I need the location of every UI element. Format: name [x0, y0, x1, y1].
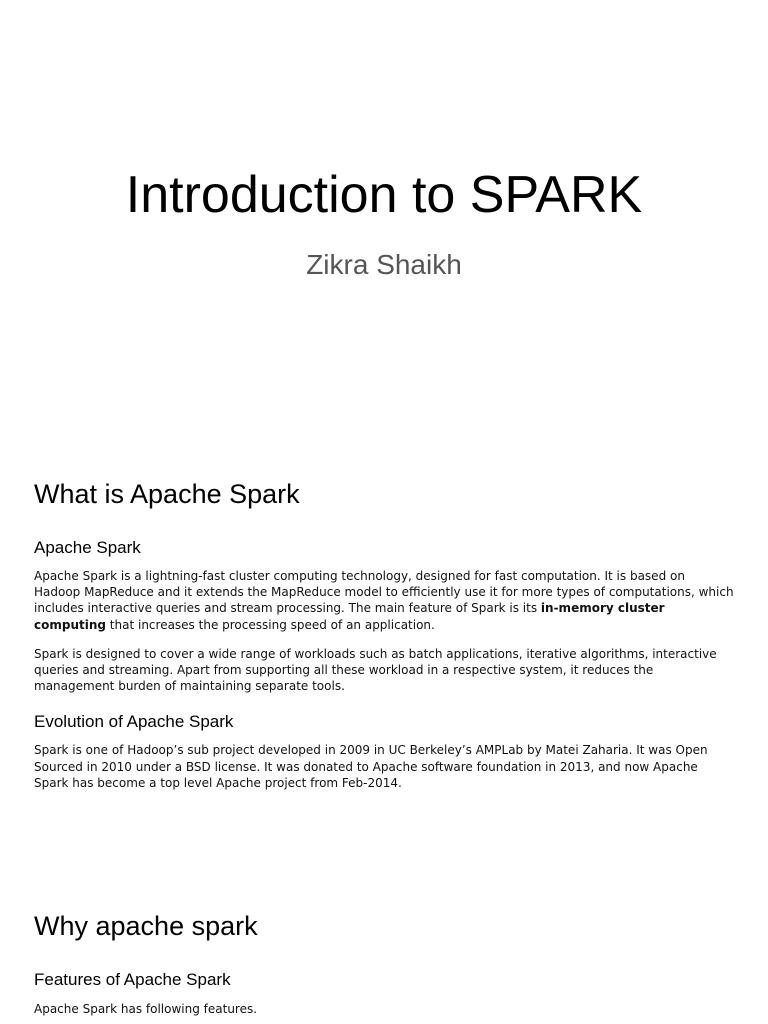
slide-heading: What is Apache Spark — [34, 479, 300, 509]
paragraph-evolution: Spark is one of Hadoop’s sub project developed in 2009 in UC Berkeley’s AMPLab by Matei Zaharia. It was Open Sourced in 2010 under a BSD license. It was donated to Apache software foundation in 2013, and now Apache Spark has become a top level Apache project from Feb-2014. — [34, 743, 708, 790]
section-heading-features: Features of Apache Spark — [34, 970, 231, 989]
paragraph-intro-bold: in-memory cluster computing — [34, 601, 665, 632]
page-title: Introduction to SPARK — [125, 166, 643, 224]
section-heading-apache-spark: Apache Spark — [34, 538, 141, 557]
paragraph-intro-start: Apache Spark is a lightning-fast cluster computing technology, designed for fast computation. It is based on Hadoop MapReduce and it extends the MapReduce model to efficiently use it for more types of computations, which includes interactive queries and stream processing. The main feature of Spark is its — [34, 569, 734, 616]
slide-why-apache-spark — [34, 910, 734, 1017]
paragraph-intro — [34, 568, 734, 633]
paragraph-workloads: Spark is designed to cover a wide range of workloads such as batch applications, iterative algorithms, interactive queries and streaming. Apart from supporting all these workload in a respective system, it reduces the management burden of maintaining separate tools. — [34, 646, 717, 694]
slide-what-is-apache-spark — [34, 478, 734, 791]
author-name: Zikra Shaikh — [306, 249, 462, 280]
title-slide — [0, 0, 768, 440]
section-heading-evolution: Evolution of Apache Spark — [34, 712, 234, 732]
paragraph-intro-end: that increases the processing speed of an application. — [105, 617, 435, 632]
paragraph-features: Apache Spark has following features. — [34, 1002, 258, 1016]
slide-heading: Why apache spark — [34, 911, 258, 941]
